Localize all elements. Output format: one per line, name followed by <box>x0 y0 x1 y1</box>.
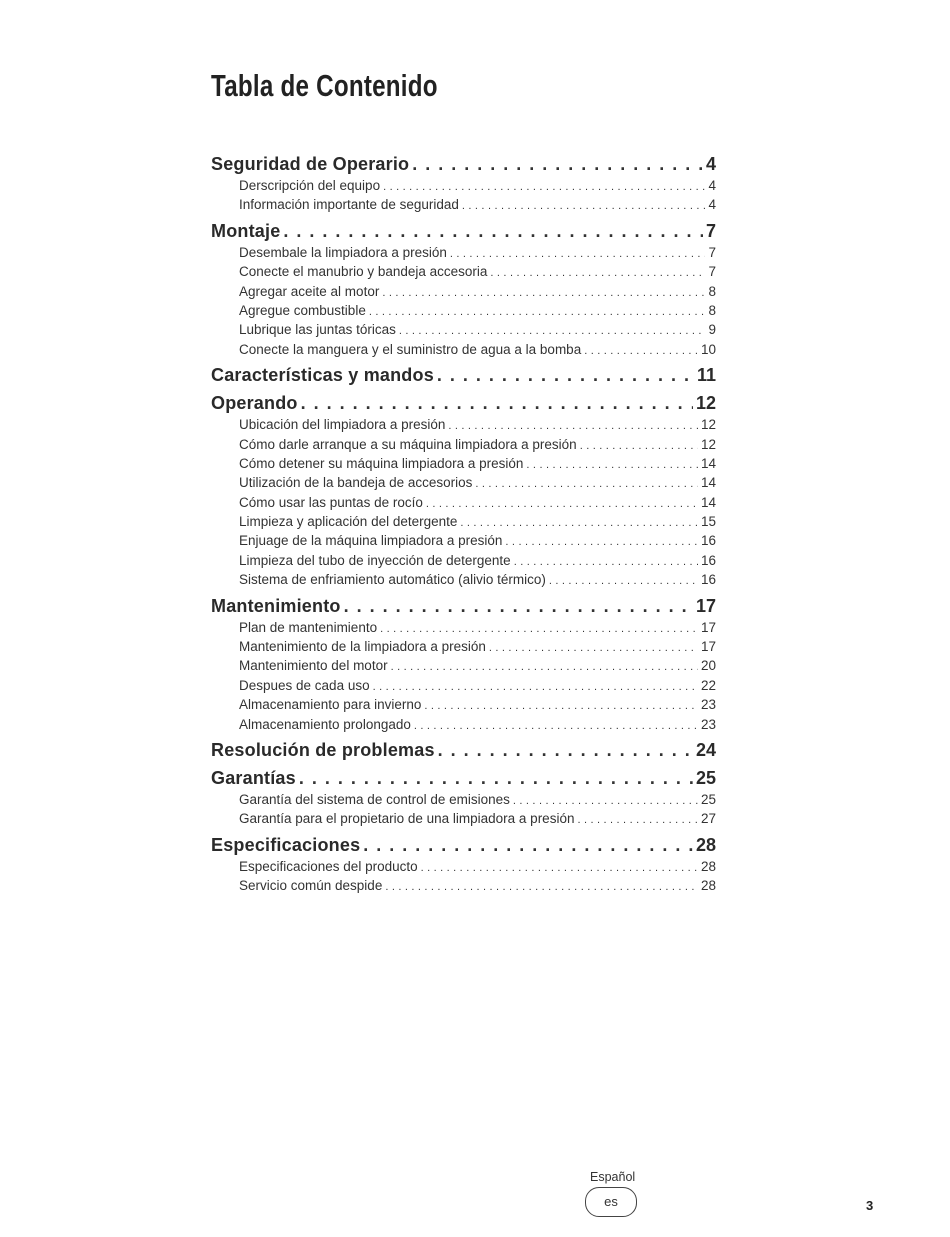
toc-subsection-title: Cómo usar las puntas de rocío <box>239 494 423 510</box>
toc-subsection-page: 28 <box>700 878 716 894</box>
toc-subsection-entry[interactable] <box>239 262 716 281</box>
toc-subsection-title: Lubrique las juntas tóricas <box>239 322 396 338</box>
toc-subsection-title: Especificaciones del producto <box>239 858 418 874</box>
toc-section-page: 24 <box>695 739 716 760</box>
leader-dots <box>489 639 698 656</box>
leader-dots <box>383 178 705 195</box>
toc-section-entry[interactable] <box>211 219 716 243</box>
toc-subsection-title: Derscripción del equipo <box>239 178 381 193</box>
toc-subsection-title: Ubicación del limpiadora a presión <box>239 417 446 433</box>
toc-subsection-entry[interactable] <box>239 415 716 434</box>
toc-subsection-page: 7 <box>708 264 716 280</box>
toc-subsection-page: 8 <box>708 283 716 299</box>
toc-section <box>211 152 716 215</box>
toc-section-title: Mantenimiento <box>211 595 341 616</box>
table-of-contents <box>211 148 716 896</box>
toc-subsection-title: Mantenimiento del motor <box>239 658 388 674</box>
leader-dots <box>301 391 693 415</box>
toc-subsection-title: Información importante de seguridad <box>239 197 459 213</box>
toc-subsection-page: 14 <box>700 475 716 491</box>
toc-section-entry[interactable] <box>211 363 716 387</box>
language-label: Español <box>590 1170 636 1184</box>
toc-subsection-entry[interactable] <box>239 454 716 473</box>
toc-section-page: 28 <box>695 834 716 855</box>
toc-subsection-entry[interactable] <box>239 531 716 550</box>
leader-dots <box>437 363 694 387</box>
toc-section <box>211 833 716 896</box>
toc-section <box>211 738 716 762</box>
toc-subsection-entry[interactable] <box>239 493 716 512</box>
leader-dots <box>426 495 698 512</box>
toc-section-page: 12 <box>695 393 716 414</box>
leader-dots <box>391 658 698 675</box>
toc-subsection-entry[interactable] <box>239 340 716 359</box>
leader-dots <box>299 766 693 790</box>
toc-section-entry[interactable] <box>211 833 716 857</box>
toc-subsection-page: 14 <box>700 494 716 510</box>
toc-section-entry[interactable] <box>211 594 716 618</box>
toc-subsection-title: Almacenamiento para invierno <box>239 697 422 713</box>
toc-subsection-entry[interactable] <box>239 176 716 195</box>
leader-dots <box>363 833 693 857</box>
toc-subsection-title: Sistema de enfriamiento automático (alivio térmico) <box>239 572 546 588</box>
toc-subsection-title: Cómo darle arranque a su máquina limpiadora a presión <box>239 436 577 452</box>
toc-subsection-page: 4 <box>708 197 716 213</box>
toc-subsection-title: Utilización de la bandeja de accesorios <box>239 475 473 491</box>
toc-subsection-entry[interactable] <box>239 512 716 531</box>
toc-section-title: Seguridad de Operario <box>211 154 410 174</box>
toc-subsection-title: Mantenimiento de la limpiadora a presión <box>239 639 486 655</box>
leader-dots <box>549 572 698 589</box>
toc-subsection-entry[interactable] <box>239 570 716 589</box>
toc-subsection-page: 20 <box>700 658 716 674</box>
leader-dots <box>283 219 703 243</box>
page-number: 3 <box>866 1198 874 1213</box>
toc-section <box>211 594 716 734</box>
toc-subsection-list <box>239 618 716 734</box>
toc-section-entry[interactable] <box>211 738 716 762</box>
leader-dots <box>505 533 698 550</box>
language-badge: es <box>585 1187 637 1217</box>
toc-subsection-page: 10 <box>700 341 716 357</box>
leader-dots <box>577 811 698 828</box>
toc-subsection-page: 16 <box>700 572 716 588</box>
toc-section-entry[interactable] <box>211 391 716 415</box>
leader-dots <box>424 697 698 714</box>
toc-section-title: Operando <box>211 393 298 414</box>
toc-section-title: Características y mandos <box>211 365 434 386</box>
leader-dots <box>514 553 698 570</box>
toc-subsection-title: Desembale la limpiadora a presión <box>239 244 447 260</box>
toc-subsection-page: 9 <box>708 322 716 338</box>
toc-subsection-page: 8 <box>708 302 716 318</box>
leader-dots <box>475 475 698 492</box>
leader-dots <box>450 245 706 262</box>
toc-subsection-title: Agregue combustible <box>239 302 366 318</box>
toc-section-title: Montaje <box>211 220 281 241</box>
toc-section-title: Garantías <box>211 767 296 788</box>
toc-subsection-entry[interactable] <box>239 618 716 637</box>
toc-section-page: 25 <box>695 767 716 788</box>
leader-dots <box>373 678 698 695</box>
leader-dots <box>460 514 698 531</box>
toc-subsection-entry[interactable] <box>239 551 716 570</box>
leader-dots <box>369 303 706 320</box>
toc-subsection-page: 15 <box>700 514 716 530</box>
leader-dots <box>382 284 705 301</box>
toc-subsection-entry[interactable] <box>239 715 716 734</box>
toc-subsection-title: Conecte la manguera y el suministro de agua a la bomba <box>239 341 582 357</box>
page-title: Tabla de Contenido <box>211 68 438 103</box>
toc-subsection-title: Cómo detener su máquina limpiadora a presión <box>239 455 524 471</box>
leader-dots <box>399 322 706 339</box>
toc-subsection-page: 14 <box>700 455 716 471</box>
toc-section-page: 17 <box>695 595 716 616</box>
toc-section <box>211 766 716 829</box>
leader-dots <box>526 456 698 473</box>
toc-subsection-entry[interactable] <box>239 876 716 895</box>
toc-subsection-list <box>239 857 716 896</box>
toc-subsection-page: 16 <box>700 552 716 568</box>
toc-subsection-list <box>239 176 716 215</box>
toc-subsection-entry[interactable] <box>239 301 716 320</box>
toc-section <box>211 363 716 387</box>
leader-dots <box>584 342 698 359</box>
leader-dots <box>448 417 698 434</box>
toc-subsection-entry[interactable] <box>239 676 716 695</box>
toc-section-entry[interactable] <box>211 152 716 176</box>
leader-dots <box>513 792 698 809</box>
toc-subsection-page: 12 <box>700 417 716 433</box>
toc-subsection-page: 12 <box>700 436 716 452</box>
toc-subsection-entry[interactable] <box>239 656 716 675</box>
toc-subsection-page: 7 <box>708 244 716 260</box>
toc-subsection-entry[interactable] <box>239 809 716 828</box>
leader-dots <box>412 152 703 176</box>
leader-dots <box>580 437 698 454</box>
toc-subsection-page: 23 <box>700 716 716 732</box>
toc-subsection-title: Servicio común despide <box>239 878 383 894</box>
toc-subsection-list <box>239 790 716 829</box>
toc-subsection-entry[interactable] <box>239 790 716 809</box>
toc-subsection-page: 28 <box>700 858 716 874</box>
toc-subsection-list <box>239 415 716 590</box>
toc-section <box>211 391 716 590</box>
toc-subsection-page: 17 <box>700 639 716 655</box>
toc-subsection-page: 23 <box>700 697 716 713</box>
toc-subsection-title: Agregar aceite al motor <box>239 283 380 299</box>
toc-subsection-page: 17 <box>700 619 716 635</box>
leader-dots <box>414 717 698 734</box>
toc-subsection-entry[interactable] <box>239 195 716 214</box>
leader-dots <box>421 859 698 876</box>
leader-dots <box>385 878 698 895</box>
toc-section <box>211 219 716 359</box>
leader-dots <box>462 197 706 214</box>
leader-dots <box>344 594 693 618</box>
toc-subsection-title: Despues de cada uso <box>239 677 370 693</box>
toc-subsection-title: Limpieza del tubo de inyección de detergente <box>239 552 511 568</box>
toc-subsection-page: 22 <box>700 677 716 693</box>
leader-dots <box>380 620 698 637</box>
toc-subsection-page: 25 <box>700 791 716 807</box>
toc-subsection-title: Enjuage de la máquina limpiadora a presión <box>239 533 503 549</box>
toc-subsection-entry[interactable] <box>239 695 716 714</box>
toc-subsection-title: Limpieza y aplicación del detergente <box>239 514 458 530</box>
toc-subsection-entry[interactable] <box>239 243 716 262</box>
toc-subsection-title: Garantía del sistema de control de emisiones <box>239 791 510 807</box>
toc-subsection-page: 16 <box>700 533 716 549</box>
toc-subsection-entry[interactable] <box>239 857 716 876</box>
toc-subsection-title: Almacenamiento prolongado <box>239 716 411 732</box>
toc-section-title: Especificaciones <box>211 834 361 855</box>
toc-subsection-entry[interactable] <box>239 320 716 339</box>
toc-subsection-entry[interactable] <box>239 473 716 492</box>
leader-dots <box>438 738 693 762</box>
toc-subsection-entry[interactable] <box>239 637 716 656</box>
toc-section-page: 11 <box>696 365 716 386</box>
toc-subsection-title: Plan de mantenimiento <box>239 619 378 635</box>
toc-subsection-page: 4 <box>708 178 716 193</box>
toc-subsection-title: Garantía para el propietario de una limpiadora a presión <box>239 811 575 827</box>
toc-section-entry[interactable] <box>211 766 716 790</box>
toc-section-title: Resolución de problemas <box>211 739 435 760</box>
leader-dots <box>490 264 705 281</box>
toc-subsection-title: Conecte el manubrio y bandeja accesoria <box>239 264 488 280</box>
toc-subsection-page: 27 <box>700 811 716 827</box>
toc-section-page: 7 <box>705 220 716 241</box>
toc-subsection-entry[interactable] <box>239 282 716 301</box>
toc-section-page: 4 <box>705 154 716 174</box>
toc-subsection-entry[interactable] <box>239 435 716 454</box>
toc-subsection-list <box>239 243 716 359</box>
